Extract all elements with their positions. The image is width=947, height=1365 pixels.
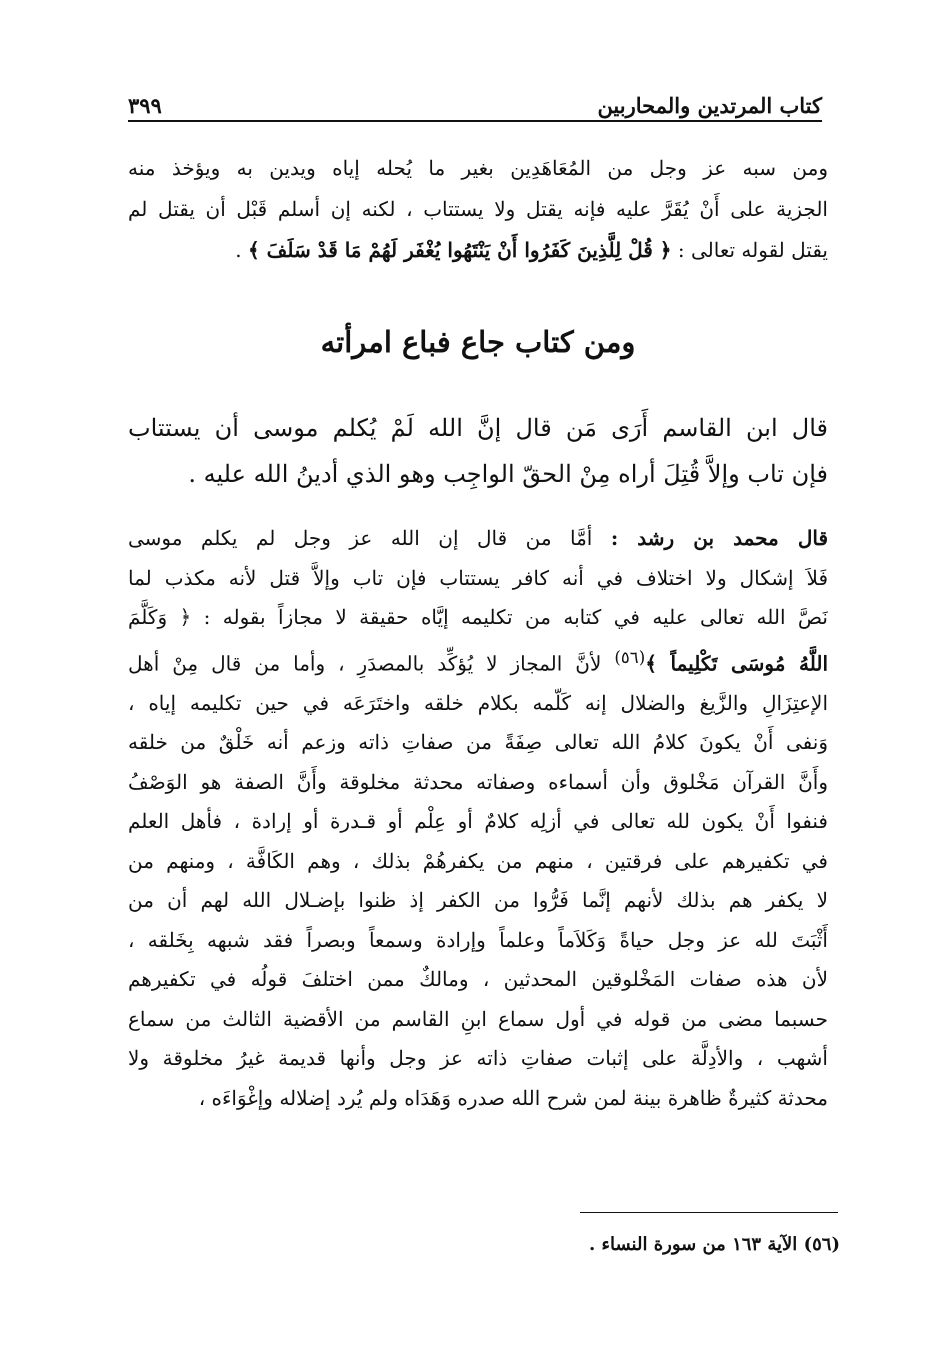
text-line: حسبما مضى من قوله في أول سماع ابنِ القاسم من الأقضية الثالث من سماع xyxy=(128,1006,828,1031)
text-line: أشهب ، والأدِلَّة على إثبات صفاتِ ذاته عز وجل وأنها قديمة غيرُ مخلوقة ولا xyxy=(128,1046,828,1071)
text-line: فإن تاب وإلاَّ قُتِلَ أراه مِنْ الحقّ الواجِب وهو الذي أدينُ الله عليه . xyxy=(188,460,828,488)
text-line xyxy=(128,519,828,559)
intro-paragraph xyxy=(128,148,828,271)
text-line: في تكفيرهم على فرقتين ، منهم من يكفرهُمْ بذلك ، وهم الكَافَّة ، ومنهم من xyxy=(128,848,828,873)
text-line xyxy=(128,230,828,271)
text-line: لا يكفر هم بذلك لأنهم إنَّما فَرُّوا من الكفر إذ ظنوا بإضـلال الله لهم أن من xyxy=(128,888,828,913)
text-line: نَصَّ الله تعالى عليه في كتابه من تكليمه إيَّاه حقيقة لا مجازاً بقوله : ﴿ وَكَلَّمَ xyxy=(128,605,828,629)
text-line: أَثْبَتَ لله عز وجل حياةً وَكَلاَماً وعلماً وإرادة وسمعاً وبصراً فقد شبهه بِخَلقه ، xyxy=(128,927,828,952)
line-text: أمَّا من قال إن الله عز وجل لم يكلم موسى xyxy=(128,526,593,550)
text-line: فنفوا أَنْ يكون لله تعالى في أزلِه كلامٌ أو عِلْم أو قـدرة أو إرادة ، فأهل العلم xyxy=(128,809,828,834)
text-line: الإعتِزَالِ والزَّيغ والضلال إنه كَلّمه بكلام خلقه واختَرَعَه في حين تكليمه إياه ، xyxy=(128,690,828,715)
quran-verse: ﴿ قُلْ لِلَّذِينَ كَفَرُوا أَنْ يَنْتَهُوا يُغْفَر لَهُمْ مَا قَدْ سَلَفَ ﴾ xyxy=(247,238,672,262)
text-line: فَلاَ إشكال ولا اختلاف في أنه كافر يستتاب فإن تاب وإلاَّ قتل لأنه مكذب لما xyxy=(128,565,828,590)
footnote-divider xyxy=(580,1212,838,1213)
commentary-paragraph xyxy=(128,519,828,1118)
commentary-lead: قال محمد بن رشد : xyxy=(610,526,828,550)
text-line: الجزية على أَنْ يُقَرَّ عليه فإنه يقتل ولا يستتاب ، لكنه إن أسلم قَبْل أن يقتل لم xyxy=(128,197,828,221)
footnote xyxy=(300,1234,840,1255)
footnote-text: الآية ١٦٣ من سورة النساء . xyxy=(588,1234,798,1255)
page-header xyxy=(128,78,822,122)
period: . xyxy=(235,238,242,262)
text-line: قال ابن القاسم أَرَى مَن قال إنَّ الله لَمْ يُكلم موسى أن يستتاب xyxy=(128,414,828,442)
text-line: محدثة كثيرةٌ ظاهرة بينة لمن شرح الله صدره وَهَدَاه ولم يُرد إضلاله وإغْوَاءَه ، xyxy=(198,1085,828,1110)
text-line xyxy=(128,638,828,684)
running-title: كتاب المرتدين والمحاربين xyxy=(597,93,822,118)
quote-paragraph xyxy=(128,405,828,497)
section-heading: ومن كتاب جاع فباع امرأته xyxy=(320,325,636,359)
page-number: ٣٩٩ xyxy=(128,93,162,118)
text-line: وأَنَّ القرآن مَخْلوق وأن أسماءه وصفاته محدثة مخلوقة وأَنَّ الصفة هو الوَصْفُ xyxy=(128,769,828,794)
footnote-ref: (٥٦) xyxy=(614,647,646,667)
quran-verse: اللَّهُ مُوسَى تَكْلِيماً ﴾ xyxy=(645,651,828,676)
text-line: لأن هذه صفات المَخْلوقين المحدثين ، ومالكٌ ممن اختلفَ قولُه في تكفيرهم xyxy=(128,967,828,992)
text-line: وَنفى أَنْ يكونَ كلامُ الله تعالى صِفَةً من صفاتِ ذاته وزعم أنه خَلْقٌ من خلقه xyxy=(128,730,828,755)
footnote-marker: (٥٦) xyxy=(803,1234,840,1255)
line-prefix: يقتل لقوله تعالى : xyxy=(677,238,828,262)
text-line: ومن سبه عز وجل من المُعَاهَدِين بغير ما يُحله إياه ويدين به ويؤخذ منه xyxy=(128,156,828,180)
line-text: لأنَّ المجاز لا يُؤكِّد بالمصدَرِ ، وأما من قال مِنْ أهل xyxy=(128,651,602,676)
